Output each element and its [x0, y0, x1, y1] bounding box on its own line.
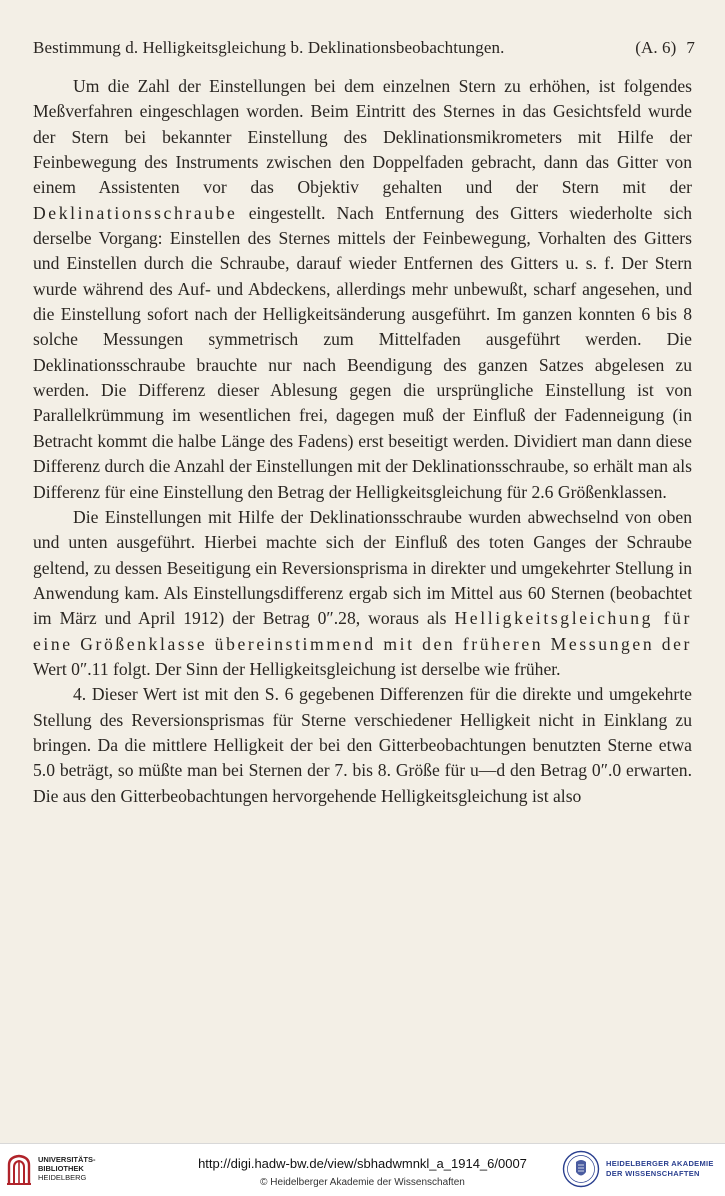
library-line-1: UNIVERSITÄTS- — [38, 1155, 96, 1164]
body-text — [33, 74, 692, 809]
academy-seal-icon — [562, 1150, 600, 1188]
academy-name — [606, 1159, 714, 1179]
viewer-footer — [0, 1143, 725, 1196]
copyright-notice: © Heidelberger Akademie der Wissenschaften — [260, 1177, 465, 1188]
academy-line-1: HEIDELBERGER AKADEMIE — [606, 1159, 714, 1168]
paragraph-1 — [33, 74, 692, 505]
library-line-3: HEIDELBERG — [38, 1173, 87, 1182]
page-number: 7 — [686, 38, 695, 57]
paragraph-1-part-c: eingestellt. Nach Entfernung des Gitters wiederholte sich derselbe Vorgang: Einstellen des Sternes mittels der Feinbewegung, Vorhalten des Gitters und Einstellen durch die Schraube, darauf wieder Entfernen des Gitters u. s. f. Der Stern wurde während des Auf- und Abdeckens, allerdings mehr unbewußt, scharf angesehen, und die Einstellung sofort nach der Helligkeitsänderung ausgeführt. Im ganzen konnten 6 bis 8 solche Messungen symmetrisch zum Mittelfaden ausgeführt werden. Die Deklinationsschraube brauchte nur nach Beendigung des ganzen Satzes abgelesen zu werden. Die Differenz dieser Ablesung gegen die ursprüngliche Einstellung ist von Parallelkrümmung im wesentlichen frei, dagegen muß der Einfluß der Fadenneigung (in Betracht kommt die halbe Länge des Fadens) erst beseitigt werden. Dividiert man dann diese Differenz durch die Anzahl der Einstellungen mit der Deklinationsschraube, so erhält man als Differenz für eine Einstellung den Betrag der Helligkeitsgleichung für 2.6 Größenklassen. — [33, 202, 692, 502]
running-head-ref: (A. 6) — [635, 38, 677, 57]
paragraph-1-part-a: Um die Zahl der Einstellungen bei dem einzelnen Stern zu erhöhen, ist folgendes Meßverfahren eingeschlagen worden. Beim Eintritt des Sternes in das Gesichtsfeld wurde der Stern bei bekannter Einstellung des Deklinationsmikrometers mit Hilfe der Feinbewegung des Instruments zwischen den Doppelfaden gebracht, dann das Gitter von einem Assistenten vor das Objektiv gehalten und der Stern mit der — [33, 76, 692, 198]
running-head — [33, 38, 695, 58]
paragraph-2-part-a: Die Einstellungen mit Hilfe der Deklinationsschraube wurden abwechselnd von oben und unten ausgeführt. Hierbei machte sich der Einfluß des toten Ganges der Schraube geltend, zu dessen Beseitigung ein Reversionsprisma in direkter und umgekehrter Stellung in Anwendung kam. Als Einstellungsdifferenz ergab sich im Mittel aus 60 Sternen (beobachtet im März und April 1912) der Betrag 0″.28, woraus als — [33, 506, 692, 629]
paragraph-2 — [33, 505, 692, 682]
permalink-url[interactable]: http://digi.hadw-bw.de/view/sbhadwmnkl_a_1914_6/0007 — [198, 1156, 527, 1171]
spaced-term-deklinationsschraube: Deklinationsschraube — [33, 202, 238, 223]
running-head-title: Bestimmung d. Helligkeitsgleichung b. Deklinationsbeobachtungen. — [33, 38, 505, 57]
paragraph-2-part-c: Wert 0″.11 folgt. Der Sinn der Helligkeitsgleichung ist derselbe wie früher. — [33, 658, 561, 679]
library-line-2: BIBLIOTHEK — [38, 1164, 84, 1173]
academy-line-2: DER WISSENSCHAFTEN — [606, 1169, 700, 1178]
spaced-emphasis-helligkeitsgleichung: Helligkeitsgleichung für eine Größenklasse übereinstimmend mit den früheren Messungen der — [33, 608, 692, 654]
paragraph-3: 4. Dieser Wert ist mit den S. 6 gegebenen Differenzen für die direkte und umgekehrte Stellung des Reversionsprismas für Sterne verschiedener Helligkeit nicht in Einklang zu bringen. Da die mittlere Helligkeit der bei den Gitterbeobachtungen benutzten Sterne etwa 5.0 beträgt, so müßte man bei Sternen der 7. bis 8. Größe für u—d den Betrag 0″.0 erwarten. Die aus den Gitterbeobachtungen hervorgehende Helligkeitsgleichung ist also — [33, 684, 692, 806]
